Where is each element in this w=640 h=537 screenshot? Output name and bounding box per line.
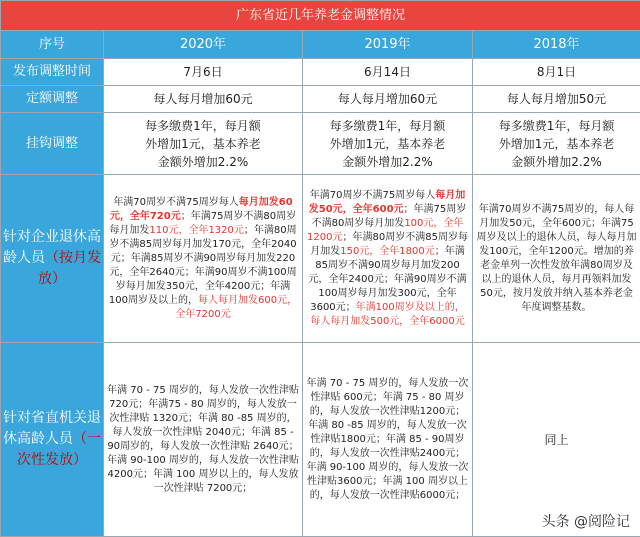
government-2020: 年满 70 - 75 周岁的，每人发放一次性津贴 720元；年满75 - 80 周岁的，每人发放一次性津贴 1320元；年满 80 -85 周岁的，每人发放一次性津贴 2040元；年满 85 - 90周岁的，每人发放一次性津贴 2640元；年满 90-100 周岁的，每人发放一次性津贴 4200元；年满 100 周岁以上的，每人发放一次性津贴 7200元； xyxy=(104,343,303,537)
row-government xyxy=(1,343,640,537)
highlight-text: 年满100周岁及以上的，每人每月加发500元，全年6000元 xyxy=(310,301,465,327)
government-label-note: （一次性发放） xyxy=(17,431,101,468)
highlight-text: 每月加发60元，全年720元 xyxy=(109,196,293,222)
table-title: 广东省近几年养老金调整情况 xyxy=(1,1,640,31)
row-label-enterprise xyxy=(1,175,104,343)
highlight-text: 每月加发50元，全年600元 xyxy=(308,189,466,215)
row-linked xyxy=(1,113,640,175)
fixed-amount-2018: 每人每月增加50元 xyxy=(473,86,640,113)
fixed-amount-2019: 每人每月增加60元 xyxy=(303,86,473,113)
enterprise-label-main: 针对企业退休高龄人员 xyxy=(3,229,101,266)
row-enterprise xyxy=(1,175,640,343)
header-index: 序号 xyxy=(1,31,104,59)
row-label-release-date: 发布调整时间 xyxy=(1,59,104,86)
row-label-linked: 挂钩调整 xyxy=(1,113,104,175)
fixed-amount-2020: 每人每月增加60元 xyxy=(104,86,303,113)
row-label-government xyxy=(1,343,104,537)
release-date-2018: 8月1日 xyxy=(473,59,640,86)
row-fixed-amount xyxy=(1,86,640,113)
linked-2020: 每多缴费1年，每月额 外增加1元，基本养老 金额外增加2.2% xyxy=(104,113,303,175)
enterprise-2019: 年满70周岁不满75周岁每人每月加发50元，全年600元；年满75周岁不满80周岁每月加发100元，全年1200元；年满80周岁不满85周岁每月加发150元，全年1800元；年满85周岁不满90周岁每月加发200元，全年2400元；年满90周岁不满100周岁每月加发300元，全年3600元；年满100周岁及以上的，每人每月加发500元，全年6000元 xyxy=(303,175,473,343)
linked-2018: 每多缴费1年，每月额 外增加1元，基本养老 金额外增加2.2% xyxy=(473,113,640,175)
release-date-2020: 7月6日 xyxy=(104,59,303,86)
enterprise-2020: 年满70周岁不满75周岁每人每月加发60元，全年720元；年满75周岁不满80周岁每月加发110元，全年1320元；年满80周岁不满85周岁每月加发170元，全年2040元；年满85周岁不满90周岁每月加发220元，全年2640元；年满90周岁不满100周岁每月加发350元，全年4200元；年满100周岁及以上的，每人每月加发600元，全年7200元 xyxy=(104,175,303,343)
enterprise-label-note: （按月发放） xyxy=(38,250,101,287)
header-2020: 2020年 xyxy=(104,31,303,59)
watermark: 头条 @阅险记 xyxy=(541,514,630,530)
row-label-fixed-amount: 定额调整 xyxy=(1,86,104,113)
header-2019: 2019年 xyxy=(303,31,473,59)
linked-2019: 每多缴费1年，每月额 外增加1元，基本养老 金额外增加2.2% xyxy=(303,113,473,175)
highlight-text: 110元，全年1320元 xyxy=(149,224,244,236)
government-2018: 同上 xyxy=(473,343,640,537)
release-date-2019: 6月14日 xyxy=(303,59,473,86)
government-2019: 年满 70 - 75 周岁的，每人发放一次性津贴 600元；年满 75 - 80 周岁的，每人发放一次性津贴1200元；年满 80 -85 周岁的，每人发放一次性津贴1800元；年满 85 - 90周岁的，每人发放一次性津贴2400元；年满 90-100 周岁的，每人发放一次性津贴3600元；年满 100 周岁以上的，每人发放一次性津贴6000元； xyxy=(303,343,473,537)
header-2018: 2018年 xyxy=(473,31,640,59)
highlight-text: 100元，全年1200元 xyxy=(307,217,464,243)
enterprise-2018: 年满70周岁不满75周岁的，每人每月加发50元，全年600元；年满75周岁及以上的退休人员，每人每月加发100元，全年1200元。增加的养老金单列一次性发放年满80周岁及以上的退休人员，每月再领料加发50元，按月发放并纳入基本养老金年度调整基数。 xyxy=(473,175,640,343)
row-release-date xyxy=(1,59,640,86)
highlight-text: 150元，全年1800元 xyxy=(340,245,435,257)
highlight-text: 每人每月加发600元，全年7200元 xyxy=(175,294,298,320)
government-label-main: 针对省直机关退休高龄人员 xyxy=(3,410,101,447)
